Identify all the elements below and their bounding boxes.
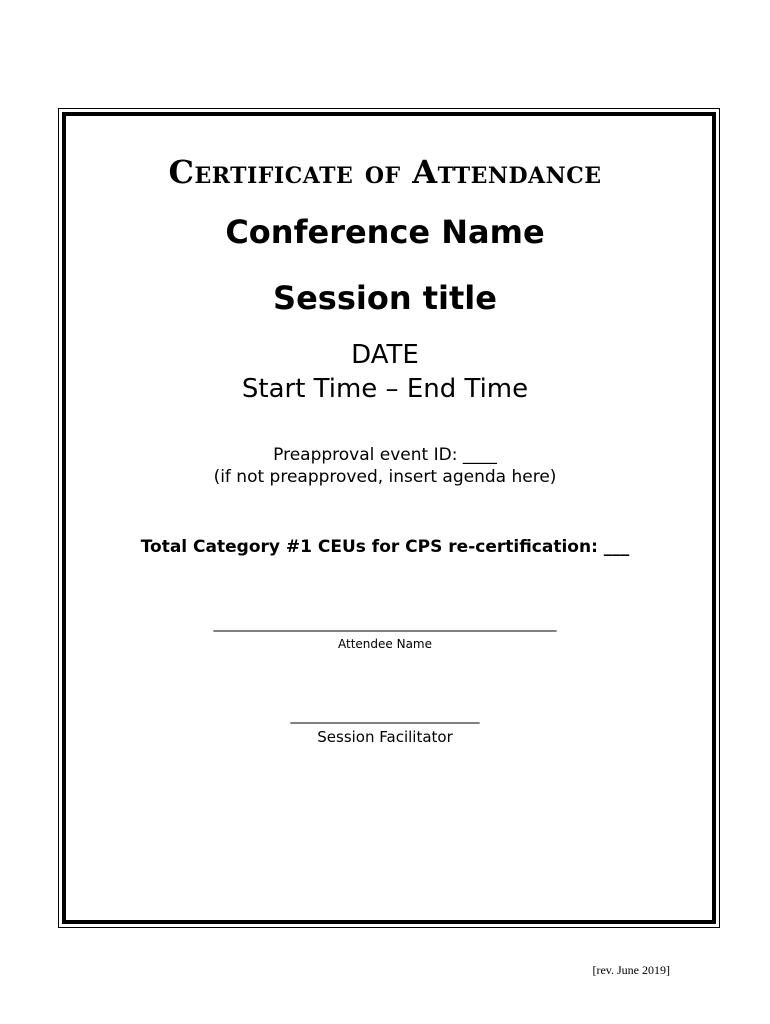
session-facilitator-label: Session Facilitator	[317, 728, 453, 746]
facilitator-signature-line: ___________________________	[290, 708, 480, 724]
conference-name: Conference Name	[225, 213, 545, 251]
attendee-signature-line: _________________________________________________	[213, 616, 557, 632]
session-date: DATE	[351, 340, 419, 370]
revision-note: [rev. June 2019]	[592, 963, 670, 977]
preapproval-event-id: Preapproval event ID: ____	[273, 445, 497, 465]
session-time-range: Start Time – End Time	[241, 374, 529, 404]
ceu-total-line: Total Category #1 CEUs for CPS re-certification: ___	[140, 537, 630, 557]
agenda-note: (if not preapproved, insert agenda here)	[213, 467, 557, 487]
attendee-name-label: Attendee Name	[338, 637, 432, 651]
session-title: Session title	[273, 279, 497, 317]
certificate-heading: Certificate of Attendance	[168, 153, 602, 191]
